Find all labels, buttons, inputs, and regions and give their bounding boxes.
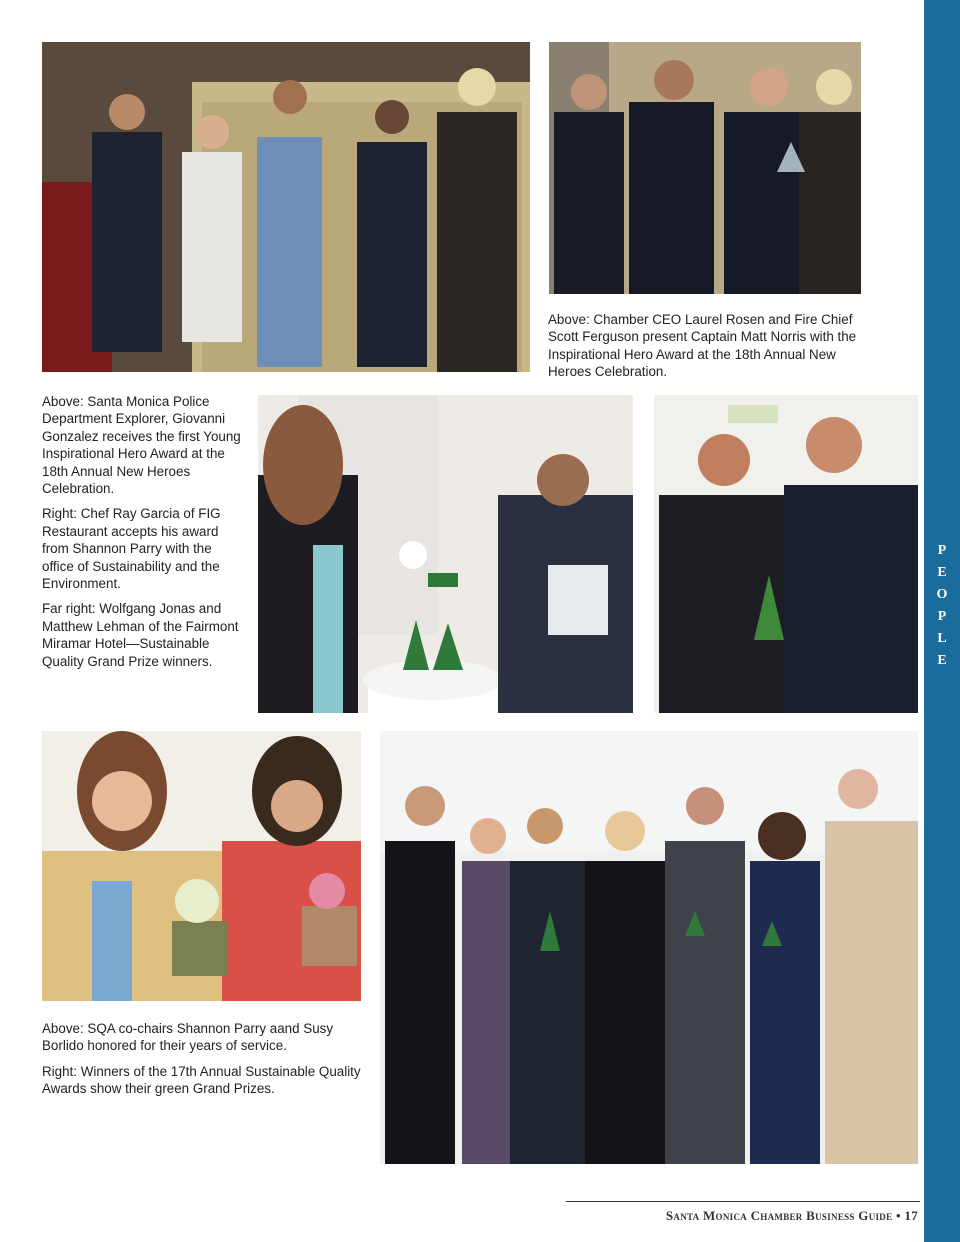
photo-police-award <box>42 42 530 372</box>
section-letter: E <box>937 653 947 668</box>
caption-column-bottom <box>42 1020 362 1106</box>
section-tab-label <box>924 540 960 672</box>
caption-police-award: Above: Santa Monica Police Department Explorer, Giovanni Gonzalez receives the first Young Inspirational Hero Award at the 18th Annual New Heroes Celebration. <box>42 394 241 497</box>
footer-page-number: 17 <box>904 1208 918 1223</box>
section-letter: O <box>936 587 948 602</box>
footer-publication: Santa Monica Chamber Business Guide <box>665 1208 893 1223</box>
caption-column-left <box>42 393 242 678</box>
caption-text: Above: Chamber CEO Laurel Rosen and Fire Chief Scott Ferguson present Captain Matt Norris with the Inspirational Hero Award at the 18th Annual New Heroes Celebration. <box>548 312 857 380</box>
section-letter: P <box>937 543 947 558</box>
photo-fire-award <box>549 42 861 294</box>
section-letter: E <box>937 565 947 580</box>
page-footer <box>666 1208 918 1224</box>
photo-sqa-winners <box>380 731 918 1164</box>
photo-chef-award <box>258 395 633 713</box>
caption-fire-award <box>548 311 868 389</box>
caption-co-chairs: Above: SQA co-chairs Shannon Parry aand Susy Borlido honored for their years of service. <box>42 1021 334 1054</box>
photo-co-chairs <box>42 731 361 1001</box>
caption-hotel-award: Far right: Wolfgang Jonas and Matthew Lehman of the Fairmont Miramar Hotel—Sustainable Quality Grand Prize winners. <box>42 601 239 669</box>
footer-rule <box>566 1201 920 1202</box>
footer-bullet: • <box>895 1208 901 1223</box>
photo-hotel-award <box>654 395 918 713</box>
section-letter: P <box>937 609 947 624</box>
caption-chef-award: Right: Chef Ray Garcia of FIG Restaurant accepts his award from Shannon Parry with the office of Sustainability and the Environment. <box>42 506 221 592</box>
section-letter: L <box>937 631 947 646</box>
caption-sqa-winners: Right: Winners of the 17th Annual Sustainable Quality Awards show their green Grand Prizes. <box>42 1063 361 1097</box>
